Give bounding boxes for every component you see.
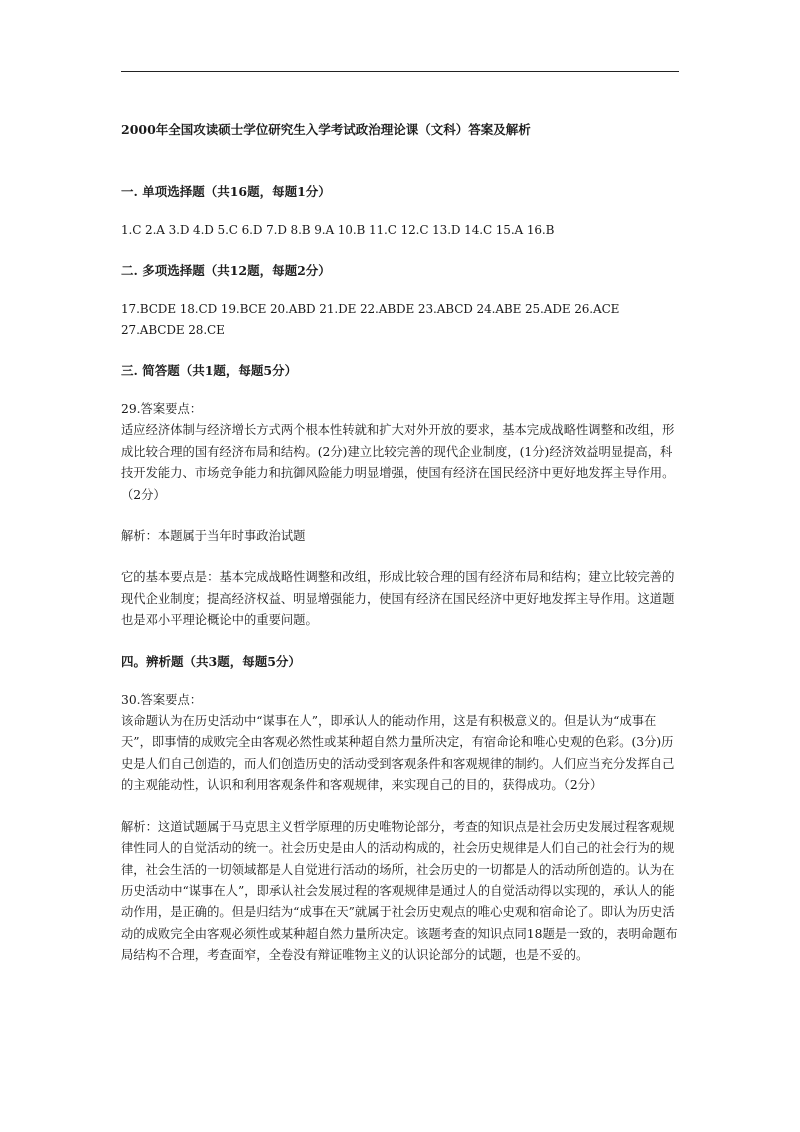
single-choice-answers: 1.C 2.A 3.D 4.D 5.C 6.D 7.D 8.B 9.A 10.B 11.C 12.C 13.D 14.C 15.A 16.B bbox=[121, 223, 555, 237]
document-title: 2000年全国攻读硕士学位研究生入学考试政治理论课（文科）答案及解析 bbox=[121, 122, 531, 137]
q29-label: 29.答案要点： bbox=[121, 402, 203, 416]
q30-analysis: 解析：这道试题属于马克思主义哲学原理的历史唯物论部分，考查的知识点是社会历史发展过程客观规律性同人的自觉活动的统一。社会历史是由人的活动构成的，社会历史规律是人们自己的社会行为的规律，社会生活的一切领域都是人自觉进行活动的场所，社会历史的一切都是人的活动所创造的。认为在历史活动中“谋事在人”，即承认社会发展过程的客观规律是通过人的自觉活动得以实现的，承认人的能动作用，是正确的。但是归结为“成事在天”就属于社会历史观点的唯心史观和宿命论了。即认为历史活动的成败完全由客观必须性或某种超自然力量所决定。该题考查的知识点同18题是一致的，表明命题布局结构不合理，考查面窄，全卷没有辩证唯物主义的认识论部分的试题，也是不妥的。 bbox=[121, 819, 678, 963]
multiple-choice-answers: 17.BCDE 18.CD 19.BCE 20.ABD 21.DE 22.ABDE 23.ABCD 24.ABE 25.ADE 26.ACE 27.ABCDE 28.CE bbox=[121, 302, 620, 337]
q29-answer-block bbox=[121, 399, 683, 506]
header-rule bbox=[121, 71, 679, 72]
q30-answer-block bbox=[121, 690, 683, 797]
section-heading-short-answer: 三. 简答题（共1题，每题5分） bbox=[121, 363, 298, 378]
q29-analysis-intro: 解析：本题属于当年时事政治试题 bbox=[121, 529, 306, 544]
q29-analysis-detail: 它的基本要点是：基本完成战略性调整和改组，形成比较合理的国有经济布局和结构；建立比较完善的现代企业制度；提高经济权益、明显增强能力，使国有经济在国民经济中更好地发挥主导作用。这道题也是邓小平理论概论中的重要问题。 bbox=[121, 570, 675, 628]
section-heading-multiple-choice: 二. 多项选择题（共12题，每题2分） bbox=[121, 263, 331, 278]
section-heading-discrimination: 四。辨析题（共3题，每题5分） bbox=[121, 653, 301, 669]
q30-answer-text: 该命题认为在历史活动中“谋事在人”，即承认人的能动作用，这是有积极意义的。但是认为“成事在天”，即事情的成败完全由客观必然性或某种超自然力量所决定，有宿命论和唯心史观的色彩。(3分)历史是人们自己创造的，而人们创造历史的活动受到客观条件和客观规律的制约。人们应当充分发挥自己的主观能动性，认识和利用客观条件和客观规律，来实现自己的目的，获得成功。（2分） bbox=[121, 714, 675, 793]
q30-label: 30.答案要点： bbox=[121, 692, 203, 707]
section-heading-single-choice: 一. 单项选择题（共16题，每题1分） bbox=[121, 184, 331, 199]
q29-answer-text: 适应经济体制与经济增长方式两个根本性转就和扩大对外开放的要求，基本完成战略性调整和改组，形成比较合理的国有经济布局和结构。(2分)建立比较完善的现代企业制度，(1分)经济效益明显提高，科技开发能力、市场竞争能力和抗御风险能力明显增强，使国有经济在国民经济中更好地发挥主导作用。（2分） bbox=[121, 423, 675, 502]
document-body bbox=[121, 120, 683, 987]
